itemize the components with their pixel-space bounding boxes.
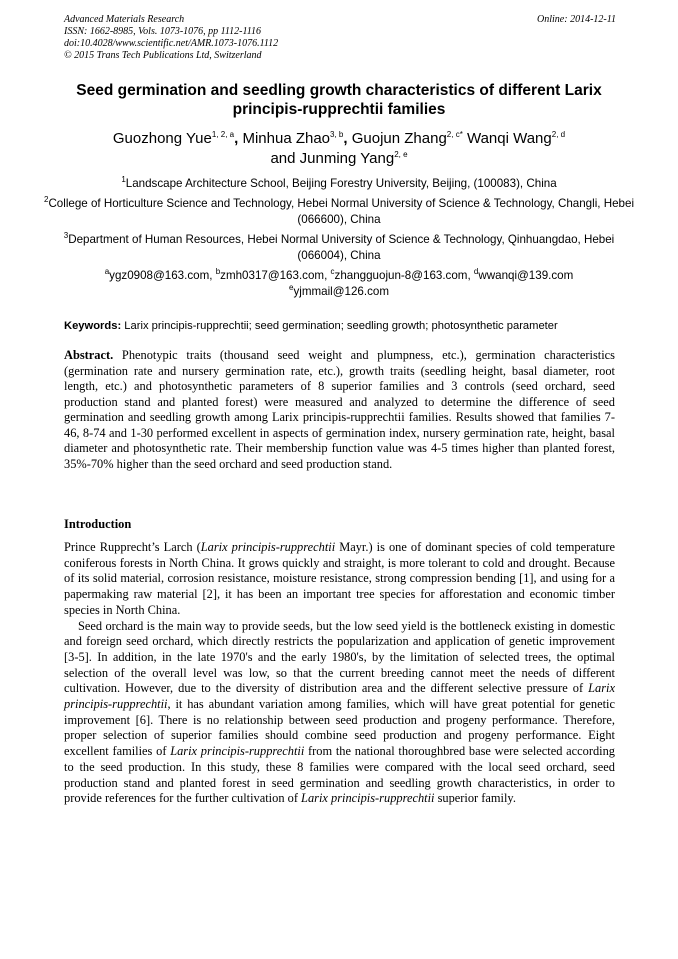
affiliations <box>40 176 638 300</box>
journal-header <box>64 14 616 62</box>
affiliation-2 <box>40 196 638 228</box>
online-date: Online: 2014-12-11 <box>537 14 616 25</box>
author-affiliation-mark: 3, b <box>330 130 344 139</box>
issn-line: ISSN: 1662-8985, Vols. 1073-1076, pp 1112-1116 <box>64 26 262 37</box>
email-mark: b <box>215 267 221 277</box>
authors-line-1 <box>40 129 638 149</box>
author-affiliation-mark: 2, c* <box>446 130 463 139</box>
emails-line-2 <box>40 284 638 300</box>
doi-line: doi:10.4028/www.scientific.net/AMR.1073-1076.1112 <box>64 38 279 49</box>
email-link[interactable]: yjmmail@126.com <box>293 285 389 298</box>
author-affiliation-mark: 2, d <box>551 130 566 139</box>
email-link[interactable]: ygz0908@163.com, <box>109 269 216 282</box>
email-mark: e <box>289 283 294 293</box>
title-line-1: Seed germination and seedling growth characteristics of different Larix <box>76 82 602 99</box>
author-name: and Junming Yang <box>270 150 395 167</box>
keywords-text: Larix principis-rupprechtii; seed germination; seedling growth; photosynthetic parameter <box>121 320 558 332</box>
email-link[interactable]: wwanqi@139.com <box>478 269 574 282</box>
author-name: Guozhong Yue <box>112 130 212 147</box>
introduction-body <box>64 540 615 807</box>
abstract-text: Phenotypic traits (thousand seed weight and plumpness, etc.), germination characteristics (germination rate and nursery germination rate, etc.), growth traits (seedling height, basal diameter, root length, etc.) and photosynthetic parameters of 8 superior families and 3 controls (seed orchard, seed production stand and planted forest) were measured and analyzed to determine the difference of seed germination and seedling growth among Larix principis-rupprechtii families. Results showed that families 7-46, 8-74 and 1-30 performed excellent in aspects of germination index, nursery germination rate, height, basal diameter and photosynthetic rate. Their membership function value was 4-5 times higher than planted forest, 35%-70% higher than the seed orchard and seed production stand. <box>64 348 615 471</box>
introduction-heading: Introduction <box>64 517 132 531</box>
affiliation-mark: 2 <box>43 195 49 205</box>
email-mark: a <box>104 267 110 277</box>
author-emails <box>40 268 638 300</box>
title-line-2: principis-rupprechtii families <box>232 101 446 118</box>
keywords-label: Keywords: <box>64 320 122 332</box>
author-affiliation-mark: 2, e <box>394 150 408 159</box>
copyright-line: © 2015 Trans Tech Publications Ltd, Switzerland <box>64 50 262 61</box>
author-list <box>40 129 638 169</box>
text-run: from the national thoroughbred base were selected according to the seed production. In this study, these 8 families were compared with the local seed orchard, seed production stand and planted forest in seed germination and seedling growth characteristics, in order to provide references for the further cultivation of <box>64 744 615 806</box>
affiliation-1 <box>40 176 638 192</box>
keywords <box>64 319 624 334</box>
author-name: Wanqi Wang <box>466 130 552 147</box>
author-separator: , <box>343 130 352 147</box>
text-run: Seed orchard is the main way to provide seeds, but the low seed yield is the bottleneck existing in domestic and foreign seed orchard, which directly restricts the popularization and application of genetic improvement [3-5]. In addition, in the late 1970's and the early 1980's, by the limitation of selected trees, the optimal selection of the overall level was low, so that the current breeding cannot meet the needs of different cultivation. However, due to the diversity of distribution area and the different selective pressure of <box>64 618 615 696</box>
affiliation-text: Landscape Architecture School, Beijing Forestry University, Beijing, (100083), China <box>125 177 557 190</box>
species-name: Larix principis-rupprechtii <box>200 540 336 554</box>
text-run: superior family. <box>434 791 516 806</box>
affiliation-text: College of Horticulture Science and Technology, Hebei Normal University of Science & Technology, Changli, Hebei (066600), China <box>48 197 635 226</box>
author-separator: , <box>234 130 243 147</box>
text-run: , it has abundant variation among families, which will have great potential for genetic improvement [6]. There is no relationship between seed production and progeny performance. Therefore, proper selection of superior families should combine seed production and progeny performance. Eight excellent families of <box>64 697 615 759</box>
affiliation-mark: 3 <box>63 231 69 241</box>
email-mark: c <box>330 267 335 277</box>
author-name: Guojun Zhang <box>351 130 447 147</box>
intro-paragraph-2 <box>64 619 615 807</box>
email-mark: d <box>473 267 479 277</box>
species-name: Larix principis-rupprechtii <box>170 744 305 759</box>
affiliation-mark: 1 <box>121 175 126 185</box>
author-affiliation-mark: 1, 2, a <box>211 130 235 139</box>
intro-paragraph-1 <box>64 540 615 619</box>
journal-name: Advanced Materials Research <box>64 14 185 25</box>
emails-line-1 <box>40 268 638 284</box>
email-link[interactable]: zmh0317@163.com, <box>220 269 331 282</box>
authors-line-2 <box>40 149 638 169</box>
abstract <box>64 348 615 472</box>
species-name: Larix principis-rupprechtii <box>64 681 615 712</box>
affiliation-3 <box>40 232 638 264</box>
text-run: Prince Rupprecht’s Larch ( <box>64 540 201 554</box>
author-name: Minhua Zhao <box>242 130 331 147</box>
email-link[interactable]: zhangguojun-8@163.com, <box>334 269 474 282</box>
species-name: Larix principis-rupprechtii <box>301 791 435 806</box>
text-run: Mayr.) is one of dominant species of cold temperature coniferous forests in North China. It grows quickly and straight, is more tolerant to cold and drought. Because of its solid material, corrosion resistance, moisture resistance, strong compression bending [1], and using for a papermaking raw material [2], it has been an important tree species for afforestation and economic timber species in North China. <box>64 540 615 617</box>
abstract-label: Abstract. <box>64 348 114 362</box>
paper-title <box>40 81 638 119</box>
affiliation-text: Department of Human Resources, Hebei Normal University of Science & Technology, Qinhuangdao, Hebei (066004), China <box>68 233 615 262</box>
